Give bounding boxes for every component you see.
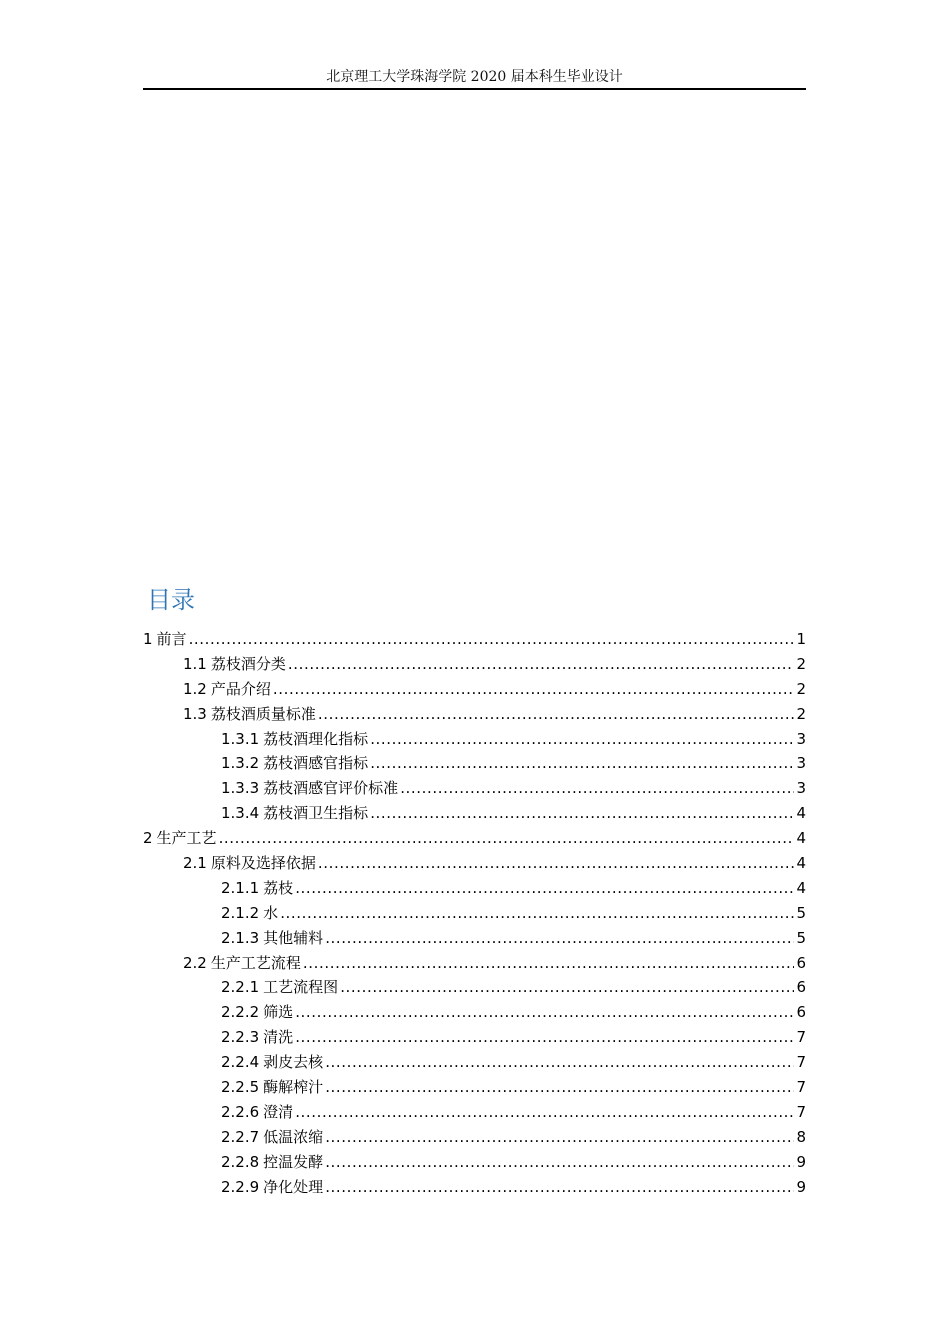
toc-entry[interactable] <box>143 1050 806 1075</box>
toc-entry-number: 2.2.9 <box>221 1177 260 1196</box>
toc-entry-page: 9 <box>796 1177 806 1196</box>
toc-dot-leader <box>325 1125 794 1150</box>
toc-dot-leader <box>189 627 795 652</box>
toc-entry[interactable] <box>143 901 806 926</box>
toc-entry-page: 5 <box>796 903 806 922</box>
toc-entry[interactable] <box>143 702 806 727</box>
toc-dot-leader <box>295 1000 794 1025</box>
toc-entry-page: 1 <box>796 630 806 648</box>
toc-entry-page: 7 <box>796 1028 806 1047</box>
toc-entry-number: 2.2.1 <box>221 978 260 997</box>
toc-entry-number: 2.1.2 <box>221 903 260 922</box>
toc-entry-number: 2.2.4 <box>221 1053 260 1072</box>
toc-entry-number: 1.3.1 <box>221 729 260 748</box>
toc-dot-leader <box>340 975 794 1000</box>
toc-dot-leader <box>318 851 795 876</box>
toc-entry-title: 低温浓缩 <box>263 1127 324 1146</box>
toc-entry[interactable] <box>143 727 806 752</box>
toc-entry-number: 1.1 <box>183 654 207 673</box>
toc-entry-page: 6 <box>796 953 806 972</box>
toc-entry[interactable] <box>143 801 806 826</box>
toc-entry-number: 1.3 <box>183 704 207 723</box>
toc-entry-number: 2.1 <box>183 854 207 873</box>
toc-entry-number: 2.2.7 <box>221 1127 260 1146</box>
toc-entry-title: 控温发酵 <box>263 1152 324 1171</box>
toc-entry-title: 荔枝酒分类 <box>210 654 286 673</box>
toc-entry-number: 1.3.4 <box>221 804 260 823</box>
toc-entry-page: 8 <box>796 1127 806 1146</box>
toc-entry-number: 2.1.3 <box>221 928 260 947</box>
toc-dot-leader <box>400 776 794 801</box>
toc-entry-number: 2.2.2 <box>221 1003 260 1022</box>
toc-entry-number: 2 <box>143 829 153 848</box>
toc-entry-title: 生产工艺流程 <box>210 953 301 972</box>
toc-entry-number: 1.3.2 <box>221 754 260 773</box>
toc-entry[interactable] <box>143 926 806 951</box>
toc-entry-title: 筛选 <box>263 1003 294 1022</box>
toc-entry-number: 2.1.1 <box>221 878 260 897</box>
toc-entry-page: 6 <box>796 978 806 997</box>
toc-entry[interactable] <box>143 1175 806 1200</box>
toc-entry[interactable] <box>143 826 806 851</box>
toc-dot-leader <box>370 727 794 752</box>
toc-entry-number: 1.2 <box>183 679 207 698</box>
toc-entry[interactable] <box>143 1000 806 1025</box>
toc-dot-leader <box>370 801 794 826</box>
toc-entry[interactable] <box>143 776 806 801</box>
toc-entry-title: 剥皮去核 <box>263 1053 324 1072</box>
toc-dot-leader <box>273 677 795 702</box>
toc-entry-page: 2 <box>796 654 806 673</box>
toc-entry-title: 生产工艺 <box>156 829 217 848</box>
toc-entry[interactable] <box>143 751 806 776</box>
toc-entry-title: 其他辅料 <box>263 928 324 947</box>
toc-entry[interactable] <box>143 1150 806 1175</box>
toc-entry-page: 2 <box>796 704 806 723</box>
toc-dot-leader <box>325 1150 794 1175</box>
toc-entry-title: 荔枝酒感官评价标准 <box>263 779 399 798</box>
toc-entry[interactable] <box>143 1125 806 1150</box>
toc-entry-page: 7 <box>796 1102 806 1121</box>
toc-entry-title: 澄清 <box>263 1102 294 1121</box>
toc-entry[interactable] <box>143 951 806 976</box>
toc-dot-leader <box>295 1100 794 1125</box>
toc-entry-page: 4 <box>796 878 806 897</box>
toc-entry-number: 2.2.6 <box>221 1102 260 1121</box>
toc-entry-page: 3 <box>796 754 806 773</box>
toc-entry-title: 原料及选择依据 <box>210 854 316 873</box>
toc-entry[interactable] <box>143 975 806 1000</box>
toc-dot-leader <box>295 1025 794 1050</box>
toc-dot-leader <box>325 1175 794 1200</box>
toc-entry-number: 1.3.3 <box>221 779 260 798</box>
toc-entry-title: 产品介绍 <box>210 679 271 698</box>
toc-entry[interactable] <box>143 652 806 677</box>
toc-entry-title: 酶解榨汁 <box>263 1078 324 1097</box>
toc-entry-page: 4 <box>796 854 806 873</box>
toc-entry[interactable] <box>143 851 806 876</box>
toc-dot-leader <box>288 652 795 677</box>
toc-entry-page: 3 <box>796 729 806 748</box>
toc-entry[interactable] <box>143 1100 806 1125</box>
toc-entry-number: 2.2.5 <box>221 1078 260 1097</box>
header-rule <box>143 88 806 90</box>
toc-entry-title: 水 <box>263 903 279 922</box>
toc-entry-page: 6 <box>796 1003 806 1022</box>
toc-entry-page: 9 <box>796 1152 806 1171</box>
toc-entry-page: 4 <box>796 804 806 823</box>
toc-entry[interactable] <box>143 627 806 652</box>
toc-entry-page: 2 <box>796 679 806 698</box>
toc-entry-page: 4 <box>796 829 806 848</box>
table-of-contents <box>143 627 806 1199</box>
toc-dot-leader <box>295 876 794 901</box>
toc-dot-leader <box>303 951 795 976</box>
toc-dot-leader <box>370 751 794 776</box>
toc-entry-title: 荔枝 <box>263 878 294 897</box>
page-header: 北京理工大学珠海学院 2020 届本科生毕业设计 <box>326 69 623 85</box>
toc-entry[interactable] <box>143 1025 806 1050</box>
toc-entry-page: 5 <box>796 928 806 947</box>
toc-entry-title: 清洗 <box>263 1028 294 1047</box>
toc-dot-leader <box>325 1050 794 1075</box>
toc-entry-title: 净化处理 <box>263 1177 324 1196</box>
toc-entry-page: 7 <box>796 1078 806 1097</box>
toc-dot-leader <box>219 826 795 851</box>
toc-dot-leader <box>325 1075 794 1100</box>
toc-entry[interactable] <box>143 876 806 901</box>
toc-entry-number: 2.2 <box>183 953 207 972</box>
toc-entry[interactable] <box>143 677 806 702</box>
toc-dot-leader <box>318 702 795 727</box>
toc-dot-leader <box>325 926 794 951</box>
toc-entry-number: 2.2.3 <box>221 1028 260 1047</box>
toc-entry-number: 1 <box>143 630 153 648</box>
toc-entry-title: 荔枝酒质量标准 <box>210 704 316 723</box>
toc-dot-leader <box>280 901 794 926</box>
toc-entry-title: 荔枝酒理化指标 <box>263 729 369 748</box>
toc-heading: 目录 <box>147 586 195 614</box>
toc-entry-title: 前言 <box>156 630 187 648</box>
toc-entry-number: 2.2.8 <box>221 1152 260 1171</box>
toc-entry-title: 荔枝酒卫生指标 <box>263 804 369 823</box>
toc-entry-page: 7 <box>796 1053 806 1072</box>
toc-entry-title: 工艺流程图 <box>263 978 339 997</box>
toc-entry-page: 3 <box>796 779 806 798</box>
toc-entry[interactable] <box>143 1075 806 1100</box>
toc-entry-title: 荔枝酒感官指标 <box>263 754 369 773</box>
